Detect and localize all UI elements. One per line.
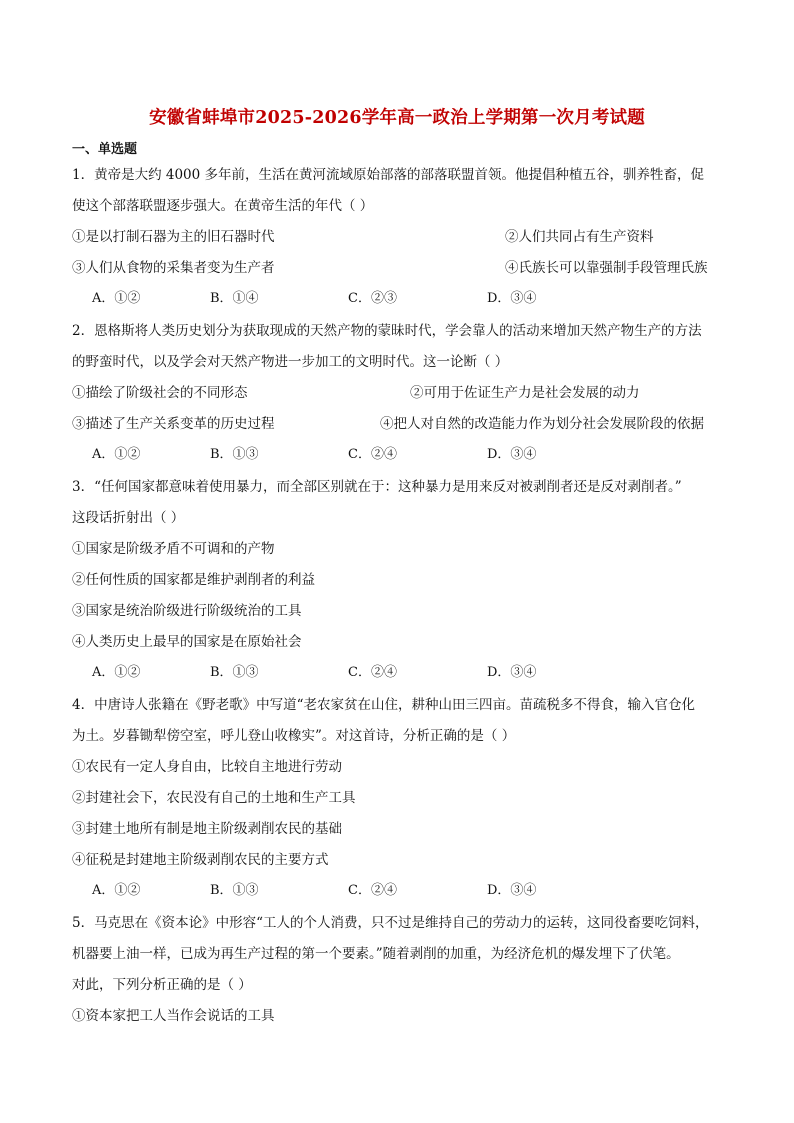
q2-option-4: ④把人对自然的改造能力作为划分社会发展阶段的依据	[380, 416, 704, 432]
q4-choice-a[interactable]: A．①②	[92, 883, 141, 898]
q4-choice-c[interactable]: C．②④	[348, 883, 397, 898]
q1-option-2: ②人们共同占有生产资料	[505, 229, 654, 245]
q3-option-3: ③国家是统治阶级进行阶级统治的工具	[72, 603, 302, 619]
q2-option-2: ②可用于佐证生产力是社会发展的动力	[410, 385, 640, 401]
q4-option-4: ④征税是封建地主阶级剥削农民的主要方式	[72, 852, 329, 868]
q3-stem-line-2: 这段话折射出（ ）	[72, 510, 185, 526]
q3-choice-d[interactable]: D．③④	[487, 665, 537, 680]
q2-option-3: ③描述了生产关系变革的历史过程	[72, 416, 275, 432]
q4-stem-line-2: 为土。岁暮锄犁傍空室，呼儿登山收橡实”。对这首诗，分析正确的是（ ）	[72, 728, 516, 744]
q2-choice-c[interactable]: C．②④	[348, 447, 397, 462]
q1-choice-b[interactable]: B．①④	[210, 291, 259, 306]
q5-stem-line-1: 5．马克思在《资本论》中形容“工人的个人消费，只不过是维持自己的劳动力的运转，这同役畜要吃饲料，	[72, 915, 709, 931]
q3-option-4: ④人类历史上最早的国家是在原始社会	[72, 634, 302, 650]
q1-option-1: ①是以打制石器为主的旧石器时代	[72, 229, 275, 245]
q1-choice-d[interactable]: D．③④	[487, 291, 537, 306]
q5-stem-line-2: 机器要上油一样，已成为再生产过程的第一个要素。”随着剥削的加重，为经济危机的爆发埋下了伏笔。	[72, 946, 680, 962]
q4-choice-b[interactable]: B．①③	[210, 883, 259, 898]
q4-option-3: ③封建土地所有制是地主阶级剥削农民的基础	[72, 821, 342, 837]
q3-option-1: ①国家是阶级矛盾不可调和的产物	[72, 541, 275, 557]
q3-choice-a[interactable]: A．①②	[92, 665, 141, 680]
q1-option-4: ④氏族长可以靠强制手段管理氏族	[505, 260, 708, 276]
q5-option-1: ①资本家把工人当作会说话的工具	[72, 1008, 275, 1024]
exam-title: 安徽省蚌埠市2025-2026学年高一政治上学期第一次月考试题	[149, 108, 645, 128]
q2-choice-a[interactable]: A．①②	[92, 447, 141, 462]
q1-option-3: ③人们从食物的采集者变为生产者	[72, 260, 275, 276]
q2-option-1: ①描绘了阶级社会的不同形态	[72, 385, 248, 401]
q3-stem-line-1: 3．“任何国家都意味着使用暴力，而全部区别就在于：这种暴力是用来反对被剥削者还是反对剥削者。”	[72, 479, 682, 495]
q2-choice-d[interactable]: D．③④	[487, 447, 537, 462]
q2-stem-line-2: 的野蛮时代，以及学会对天然产物进一步加工的文明时代。这一论断（ ）	[72, 354, 509, 370]
q1-stem-line-2: 使这个部落联盟逐步强大。在黄帝生活的年代（ ）	[72, 198, 374, 214]
q4-choice-d[interactable]: D．③④	[487, 883, 537, 898]
q2-choice-b[interactable]: B．①③	[210, 447, 259, 462]
q4-option-2: ②封建社会下，农民没有自己的土地和生产工具	[72, 790, 356, 806]
q4-stem-line-1: 4．中唐诗人张籍在《野老歌》中写道“老农家贫在山住，耕种山田三四亩。苗疏税多不得食，输入官仓化	[72, 697, 695, 713]
q1-choice-c[interactable]: C．②③	[348, 291, 397, 306]
q4-option-1: ①农民有一定人身自由，比较自主地进行劳动	[72, 759, 342, 775]
q2-stem-line-1: 2．恩格斯将人类历史划分为获取现成的天然产物的蒙昧时代，学会靠人的活动来增加天然产物生产的方法	[72, 323, 702, 339]
q3-option-2: ②任何性质的国家都是维护剥削者的利益	[72, 572, 315, 588]
q5-stem-line-3: 对此，下列分析正确的是（ ）	[72, 977, 252, 993]
q3-choice-b[interactable]: B．①③	[210, 665, 259, 680]
q3-choice-c[interactable]: C．②④	[348, 665, 397, 680]
section-heading: 一、单选题	[72, 142, 138, 157]
q1-choice-a[interactable]: A．①②	[92, 291, 141, 306]
q1-stem-line-1: 1．黄帝是大约 4000 多年前，生活在黄河流域原始部落的部落联盟首领。他提倡种植五谷，驯养牲畜，促	[72, 167, 705, 183]
